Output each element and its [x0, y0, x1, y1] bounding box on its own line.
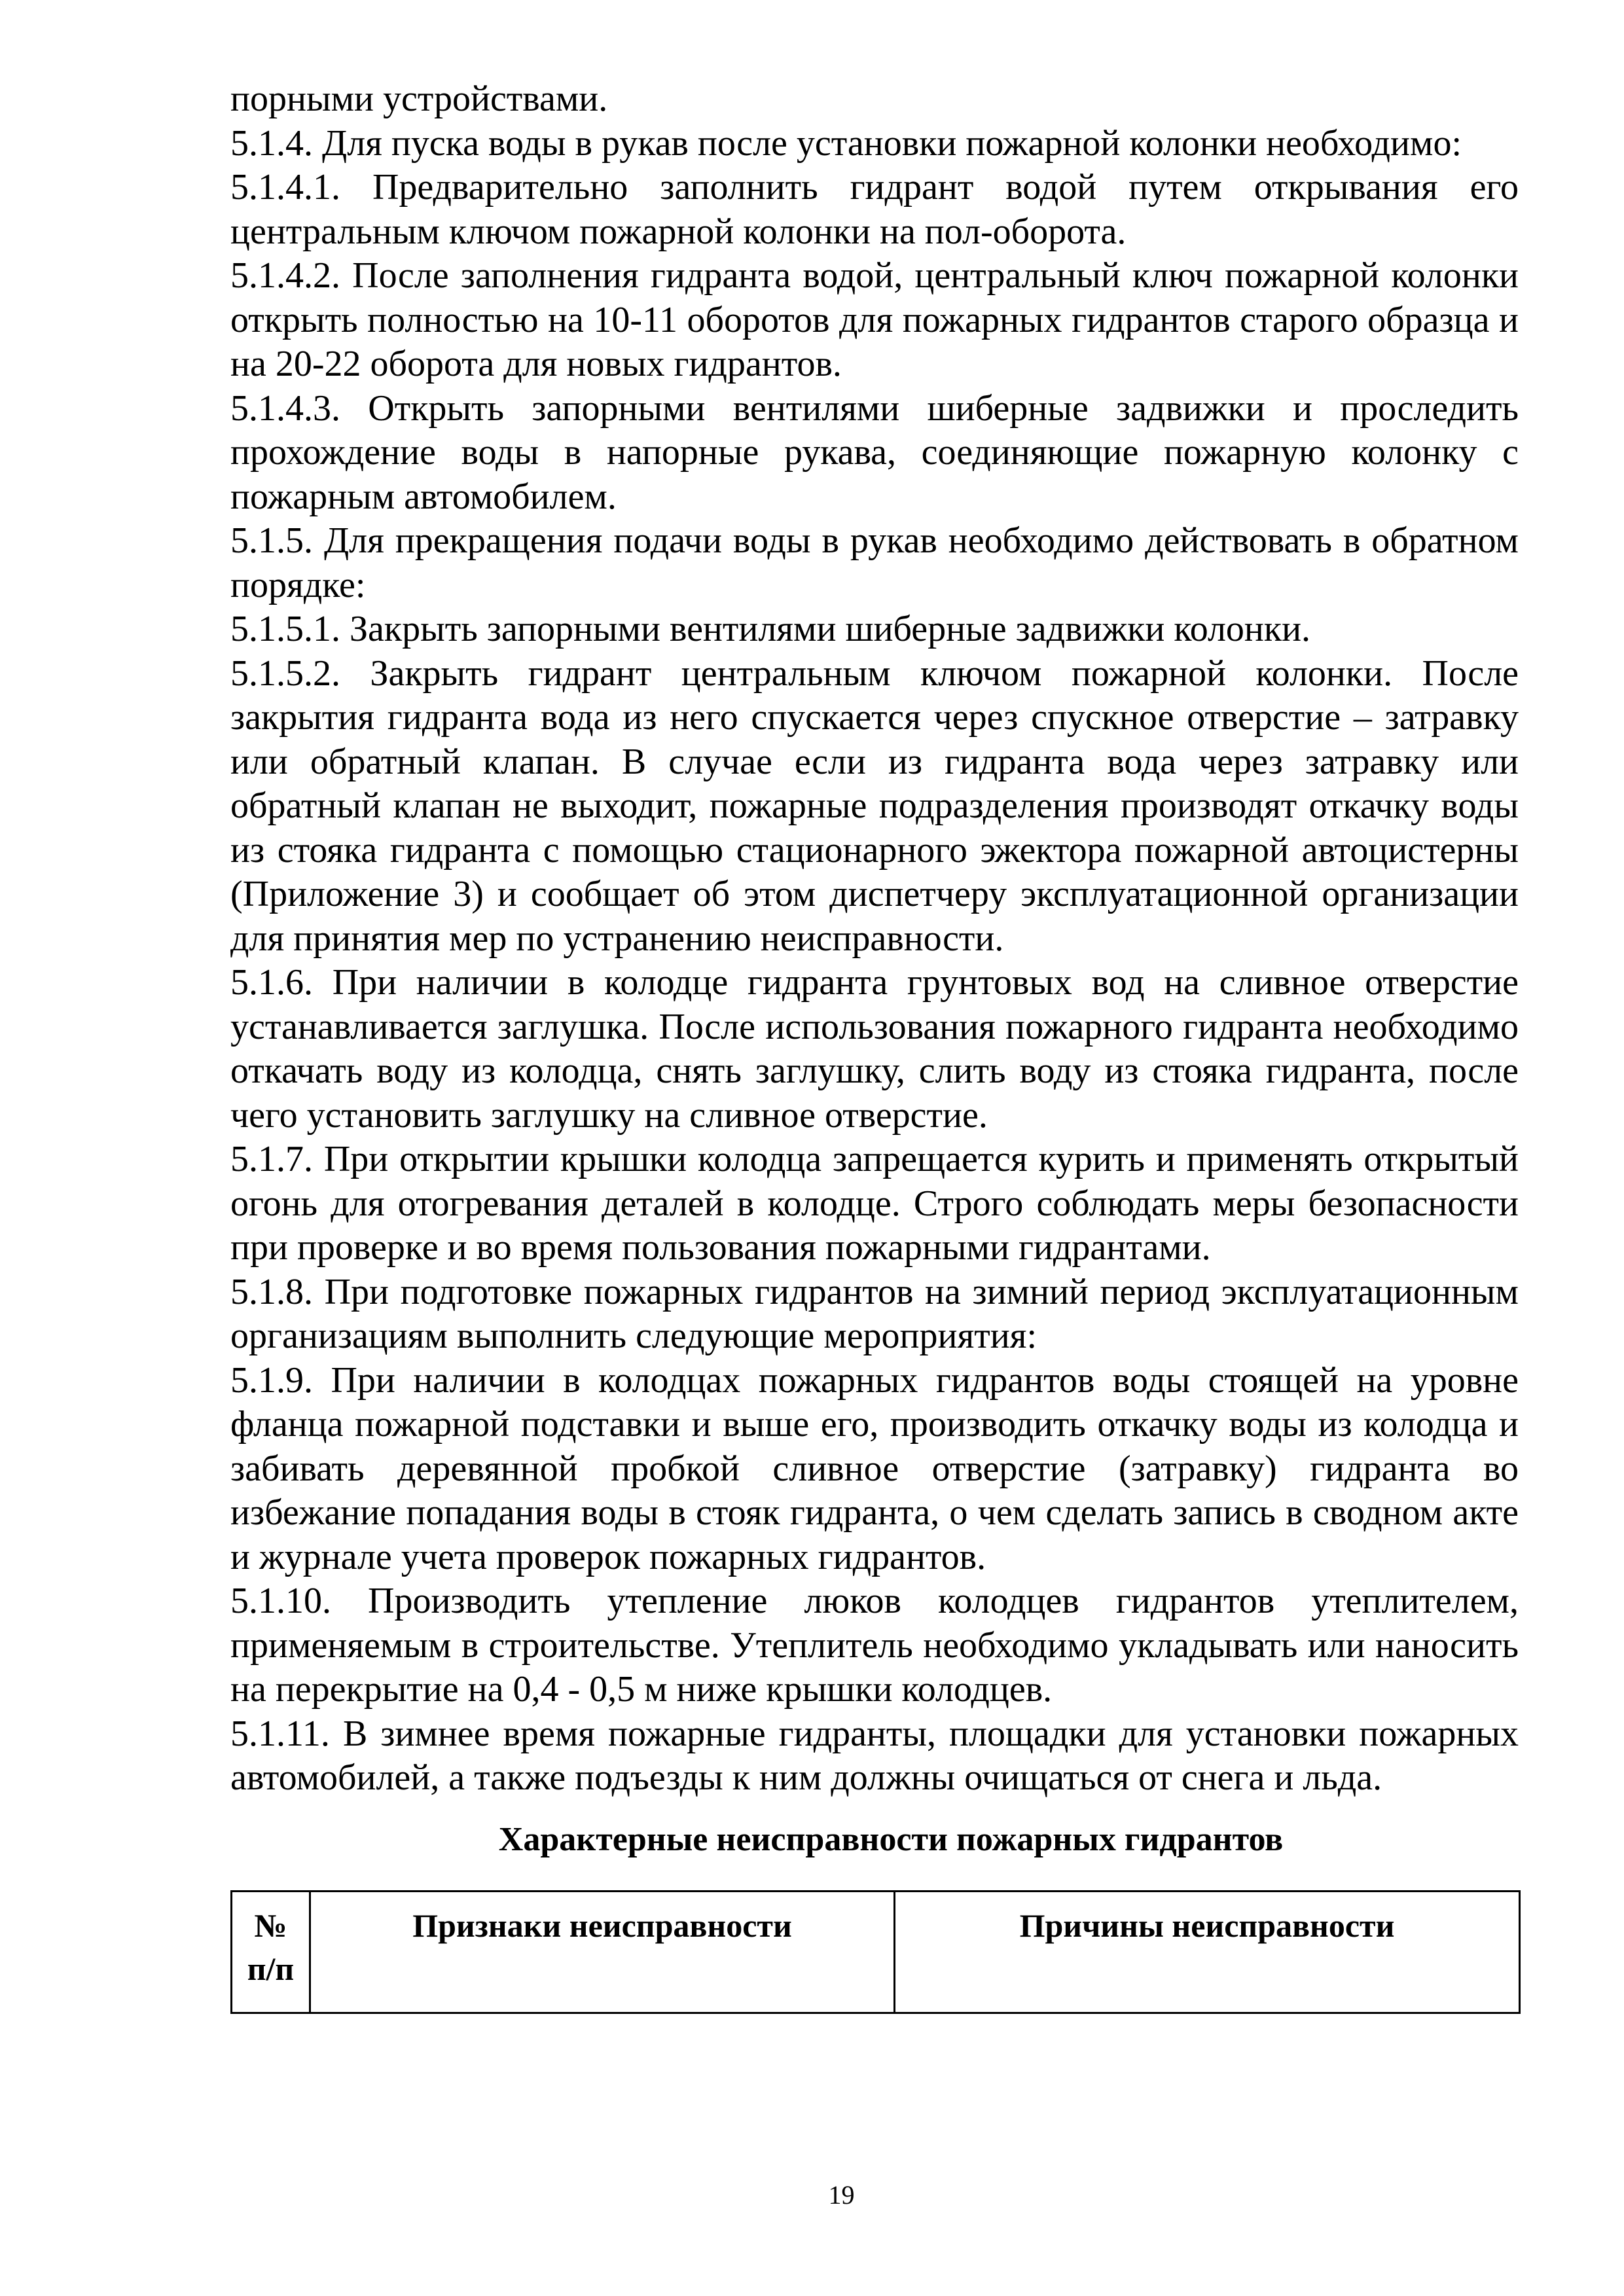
- paragraph-5-1-5-2: 5.1.5.2. Закрыть гидрант центральным ключом пожарной колонки. После закрытия гидранта вода из него спускается через спускное отверстие – затравку или обратный клапан. В случае если из гидранта вода через затравку или обратный клапан не выходит, пожарные подразделения производят откачку воды из стояка гидранта с помощью стационарного эжектора пожарной автоцистерны (Приложение 3) и сообщает об этом диспетчеру эксплуатационной организации для принятия мер по устранению неисправности.: [230, 653, 1519, 959]
- paragraph-5-1-8: 5.1.8. При подготовке пожарных гидрантов на зимний период эксплуатационным организациям выполнить следующие мероприятия:: [230, 1271, 1519, 1356]
- table-caption: Характерные неисправности пожарных гидрантов: [498, 1820, 1284, 1858]
- paragraph-5-1-4-1: 5.1.4.1. Предварительно заполнить гидрант водой путем открывания его центральным ключом пожарной колонки на пол-оборота.: [230, 167, 1519, 252]
- defects-table: [230, 1890, 1521, 2014]
- table-header-causes: Причины неисправности: [895, 1891, 1520, 2013]
- table-header-number: № п/п: [232, 1891, 310, 2013]
- table-header-symptoms: Признаки неисправности: [310, 1891, 895, 2013]
- paragraph-5-1-6: 5.1.6. При наличии в колодце гидранта грунтовых вод на сливное отверстие устанавливается заглушка. После использования пожарного гидранта необходимо откачать воду из колодца, снять заглушку, слить воду из стояка гидранта, после чего установить заглушку на сливное отверстие.: [230, 962, 1519, 1136]
- paragraph-continuation: порными устройствами.: [230, 79, 608, 119]
- paragraph-5-1-10: 5.1.10. Производить утепление люков колодцев гидрантов утеплителем, применяемым в строительстве. Утеплитель необходимо укладывать или наносить на перекрытие на 0,4 - 0,5 м ниже крышки колодцев.: [230, 1581, 1519, 1710]
- paragraph-5-1-4: 5.1.4. Для пуска воды в рукав после установки пожарной колонки необходимо:: [230, 122, 1462, 164]
- document-page: [230, 77, 1519, 2014]
- paragraph-5-1-4-2: 5.1.4.2. После заполнения гидранта водой, центральный ключ пожарной колонки открыть полностью на 10-11 оборотов для пожарных гидрантов старого образца и на 20-22 оборота для новых гидрантов.: [230, 255, 1519, 384]
- paragraph-5-1-7: 5.1.7. При открытии крышки колодца запрещается курить и применять открытый огонь для отогревания деталей в колодце. Строго соблюдать меры безопасности при проверке и во время пользования пожарными гидрантами.: [230, 1139, 1519, 1268]
- table-header-row: [232, 1891, 1520, 2013]
- paragraph-5-1-5-1: 5.1.5.1. Закрыть запорными вентилями шиберные задвижки колонки.: [230, 609, 1311, 649]
- paragraph-5-1-9: 5.1.9. При наличии в колодцах пожарных гидрантов воды стоящей на уровне фланца пожарной подставки и выше его, производить откачку воды из колодца и забивать деревянной пробкой сливное отверстие (затравку) гидранта во избежание попадания воды в стояк гидранта, о чем сделать запись в сводном акте и журнале учета проверок пожарных гидрантов.: [230, 1359, 1519, 1577]
- paragraph-5-1-4-3: 5.1.4.3. Открыть запорными вентилями шиберные задвижки и проследить прохождение воды в напорные рукава, соединяющие пожарную колонку с пожарным автомобилем.: [230, 387, 1519, 517]
- page-number: 19: [828, 2180, 855, 2210]
- paragraph-5-1-11: 5.1.11. В зимнее время пожарные гидранты, площадки для установки пожарных автомобилей, а также подъезды к ним должны очищаться от снега и льда.: [230, 1713, 1519, 1798]
- paragraph-5-1-5: 5.1.5. Для прекращения подачи воды в рукав необходимо действовать в обратном порядке:: [230, 520, 1519, 605]
